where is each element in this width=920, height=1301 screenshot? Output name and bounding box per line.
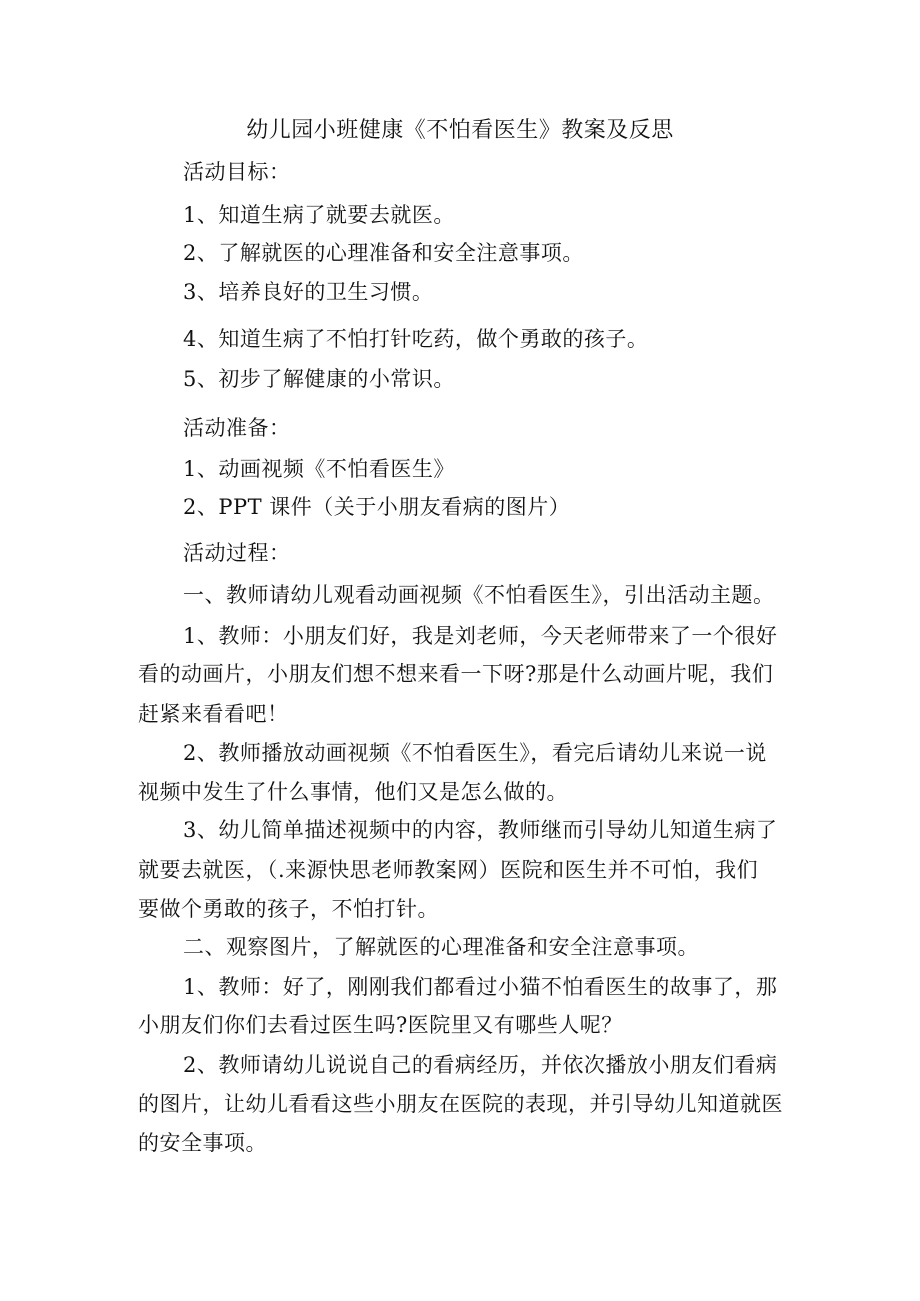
preparation-item: 1、动画视频《不怕看医生》 xyxy=(183,457,455,481)
section-heading-preparation: 活动准备： xyxy=(183,416,291,440)
process-step-heading: 一、教师请幼儿观看动画视频《不怕看医生》，引出活动主题。 xyxy=(183,583,775,607)
goal-item: 2、了解就医的心理准备和安全注意事项。 xyxy=(183,241,584,265)
paragraph-line: 就要去就医，（.来源快思老师教案网）医院和医生并不可怕，我们 xyxy=(138,858,759,882)
goal-item: 5、初步了解健康的小常识。 xyxy=(183,367,455,391)
document-title: 幼儿园小班健康《不怕看医生》教案及反思 xyxy=(246,118,674,143)
paragraph-line: 的图片，让幼儿看看这些小朋友在医院的表现，并引导幼儿知道就医 xyxy=(138,1092,783,1116)
paragraph-line: 要做个勇敢的孩子，不怕打针。 xyxy=(138,897,439,921)
paragraph-line: 2、教师请幼儿说说自己的看病经历，并依次播放小朋友们看病 xyxy=(183,1053,778,1077)
paragraph-line: 的安全事项。 xyxy=(138,1131,267,1155)
paragraph-line: 3、幼儿简单描述视频中的内容，教师继而引导幼儿知道生病了 xyxy=(183,818,778,842)
paragraph-line: 2、教师播放动画视频《不怕看医生》，看完后请幼儿来说一说 xyxy=(183,741,767,765)
goal-item: 4、知道生病了不怕打针吃药，做个勇敢的孩子。 xyxy=(183,327,649,351)
goal-item: 3、培养良好的卫生习惯。 xyxy=(183,280,434,304)
paragraph-line: 赶紧来看看吧！ xyxy=(138,702,289,726)
paragraph-line: 视频中发生了什么事情，他们又是怎么做的。 xyxy=(138,780,568,804)
goal-item: 1、知道生病了就要去就医。 xyxy=(183,203,455,227)
section-heading-goals: 活动目标： xyxy=(183,160,291,184)
paragraph-line: 1、教师：好了，刚刚我们都看过小猫不怕看医生的故事了，那 xyxy=(183,975,778,999)
paragraph-line: 小朋友们你们去看过医生吗?医院里又有哪些人呢？ xyxy=(138,1013,623,1037)
preparation-item: 2、PPT 课件（关于小朋友看病的图片） xyxy=(183,495,571,519)
paragraph-line: 看的动画片，小朋友们想不想来看一下呀?那是什么动画片呢，我们 xyxy=(138,662,774,686)
paragraph-line: 1、教师：小朋友们好，我是刘老师，今天老师带来了一个很好 xyxy=(183,624,778,648)
section-heading-process: 活动过程： xyxy=(183,541,291,565)
process-step-heading: 二、观察图片，了解就医的心理准备和安全注意事项。 xyxy=(183,935,699,959)
